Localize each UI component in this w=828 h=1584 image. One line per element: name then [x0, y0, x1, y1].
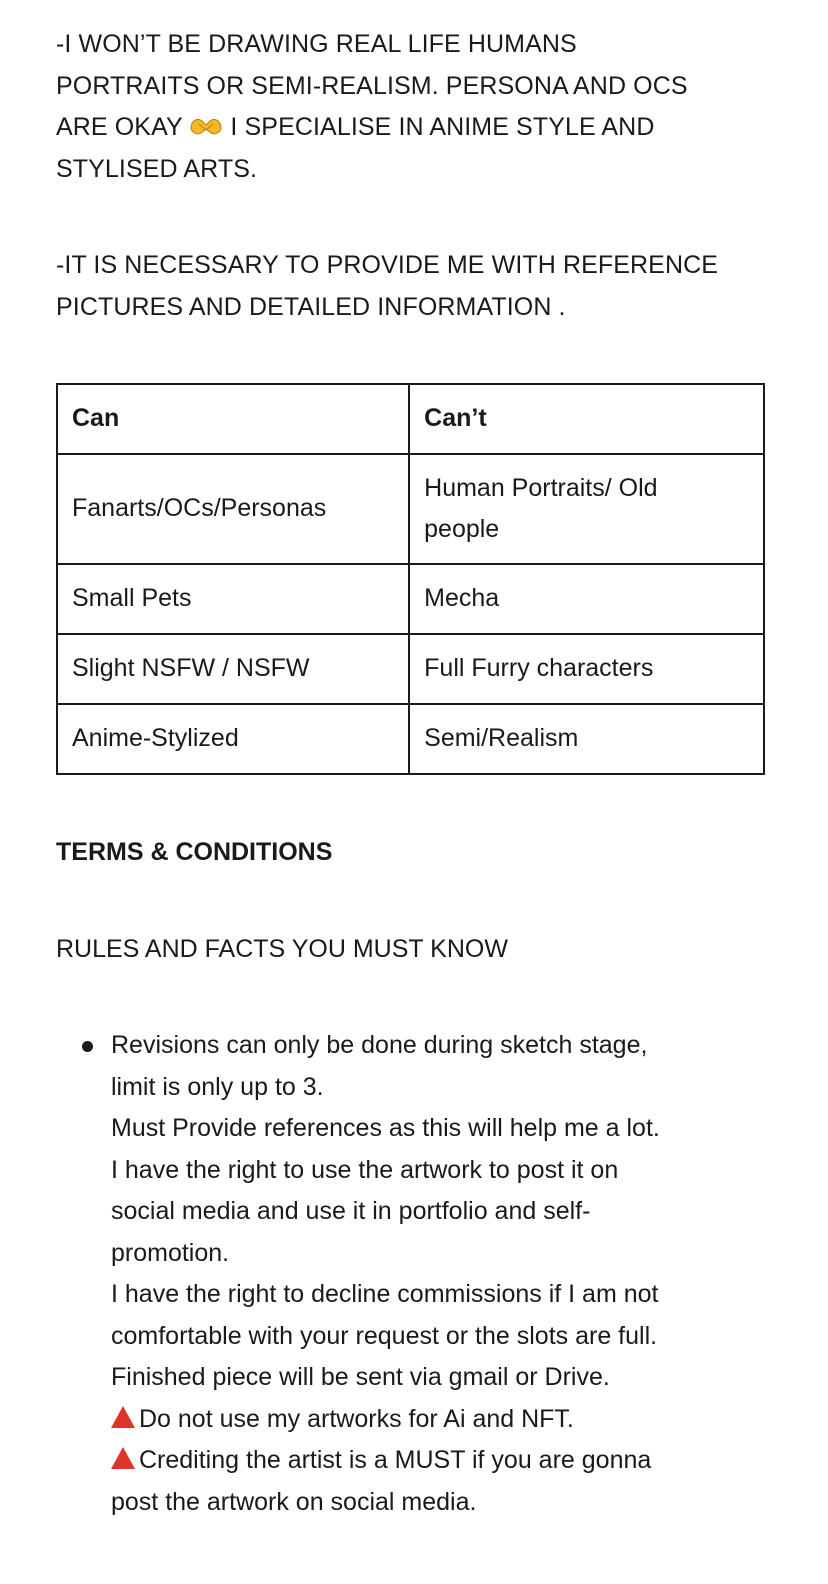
heart-hands-icon [189, 115, 223, 137]
table-row [57, 564, 764, 634]
list-line: Must Provide references as this will help me a lot. [111, 1114, 660, 1142]
table-cell: Anime-Stylized [57, 704, 409, 774]
text-line: PICTURES AND DETAILED INFORMATION . [56, 292, 566, 321]
column-header-can: Can [57, 384, 409, 454]
can-cant-table [56, 383, 765, 775]
rules-list [56, 1025, 768, 1523]
terms-heading: TERMS & CONDITIONS [56, 838, 333, 866]
table-row [57, 634, 764, 704]
intro-paragraph-2 [56, 245, 768, 328]
text-line: PORTRAITS OR SEMI-REALISM. PERSONA AND OCS [56, 71, 688, 100]
warning-text: Crediting the artist is a MUST if you are gonna [139, 1446, 652, 1474]
cell-line: people [424, 515, 500, 543]
list-line: social media and use it in portfolio and self- [111, 1197, 591, 1225]
text-fragment: ARE OKAY [56, 113, 183, 141]
warning-text: Do not use my artworks for Ai and NFT. [139, 1404, 574, 1433]
list-line: limit is only up to 3. [111, 1072, 324, 1101]
table-cell: Small Pets [57, 564, 409, 634]
table-cell [409, 454, 764, 564]
table-row [57, 704, 764, 774]
list-line: comfortable with your request or the slots are full. [111, 1321, 658, 1350]
can-cant-table-wrapper [56, 383, 768, 775]
text-line [56, 107, 768, 149]
column-header-cant: Can’t [409, 384, 764, 454]
bullet-icon [82, 1041, 93, 1052]
table-cell: Full Furry characters [409, 634, 764, 704]
cell-line: Human Portraits/ Old [424, 473, 658, 502]
text-line: STYLISED ARTS. [56, 154, 258, 183]
red-triangle-icon [111, 1447, 135, 1469]
table-cell: Fanarts/OCs/Personas [57, 454, 409, 564]
table-header-row [57, 384, 764, 454]
list-line: I have the right to decline commissions if I am not [111, 1280, 659, 1308]
list-line: Finished piece will be sent via gmail or Drive. [111, 1363, 610, 1391]
intro-paragraph-1 [56, 24, 768, 190]
table-cell: Slight NSFW / NSFW [57, 634, 409, 704]
list-line [111, 1399, 768, 1441]
text-line: -IT IS NECESSARY TO PROVIDE ME WITH REFERENCE [56, 251, 719, 279]
red-triangle-icon [111, 1406, 135, 1428]
list-line: promotion. [111, 1238, 230, 1267]
table-cell: Semi/Realism [409, 704, 764, 774]
list-line [111, 1440, 768, 1482]
list-line: Revisions can only be done during sketch stage, [111, 1031, 648, 1059]
rules-heading: RULES AND FACTS YOU MUST KNOW [56, 934, 508, 963]
text-fragment: I SPECIALISE IN ANIME STYLE AND [230, 113, 655, 141]
text-line: -I WON’T BE DRAWING REAL LIFE HUMANS [56, 30, 577, 58]
table-cell: Mecha [409, 564, 764, 634]
table-row [57, 454, 764, 564]
list-line: I have the right to use the artwork to post it on [111, 1155, 619, 1184]
document-content [56, 24, 768, 1523]
list-line: post the artwork on social media. [111, 1487, 477, 1516]
